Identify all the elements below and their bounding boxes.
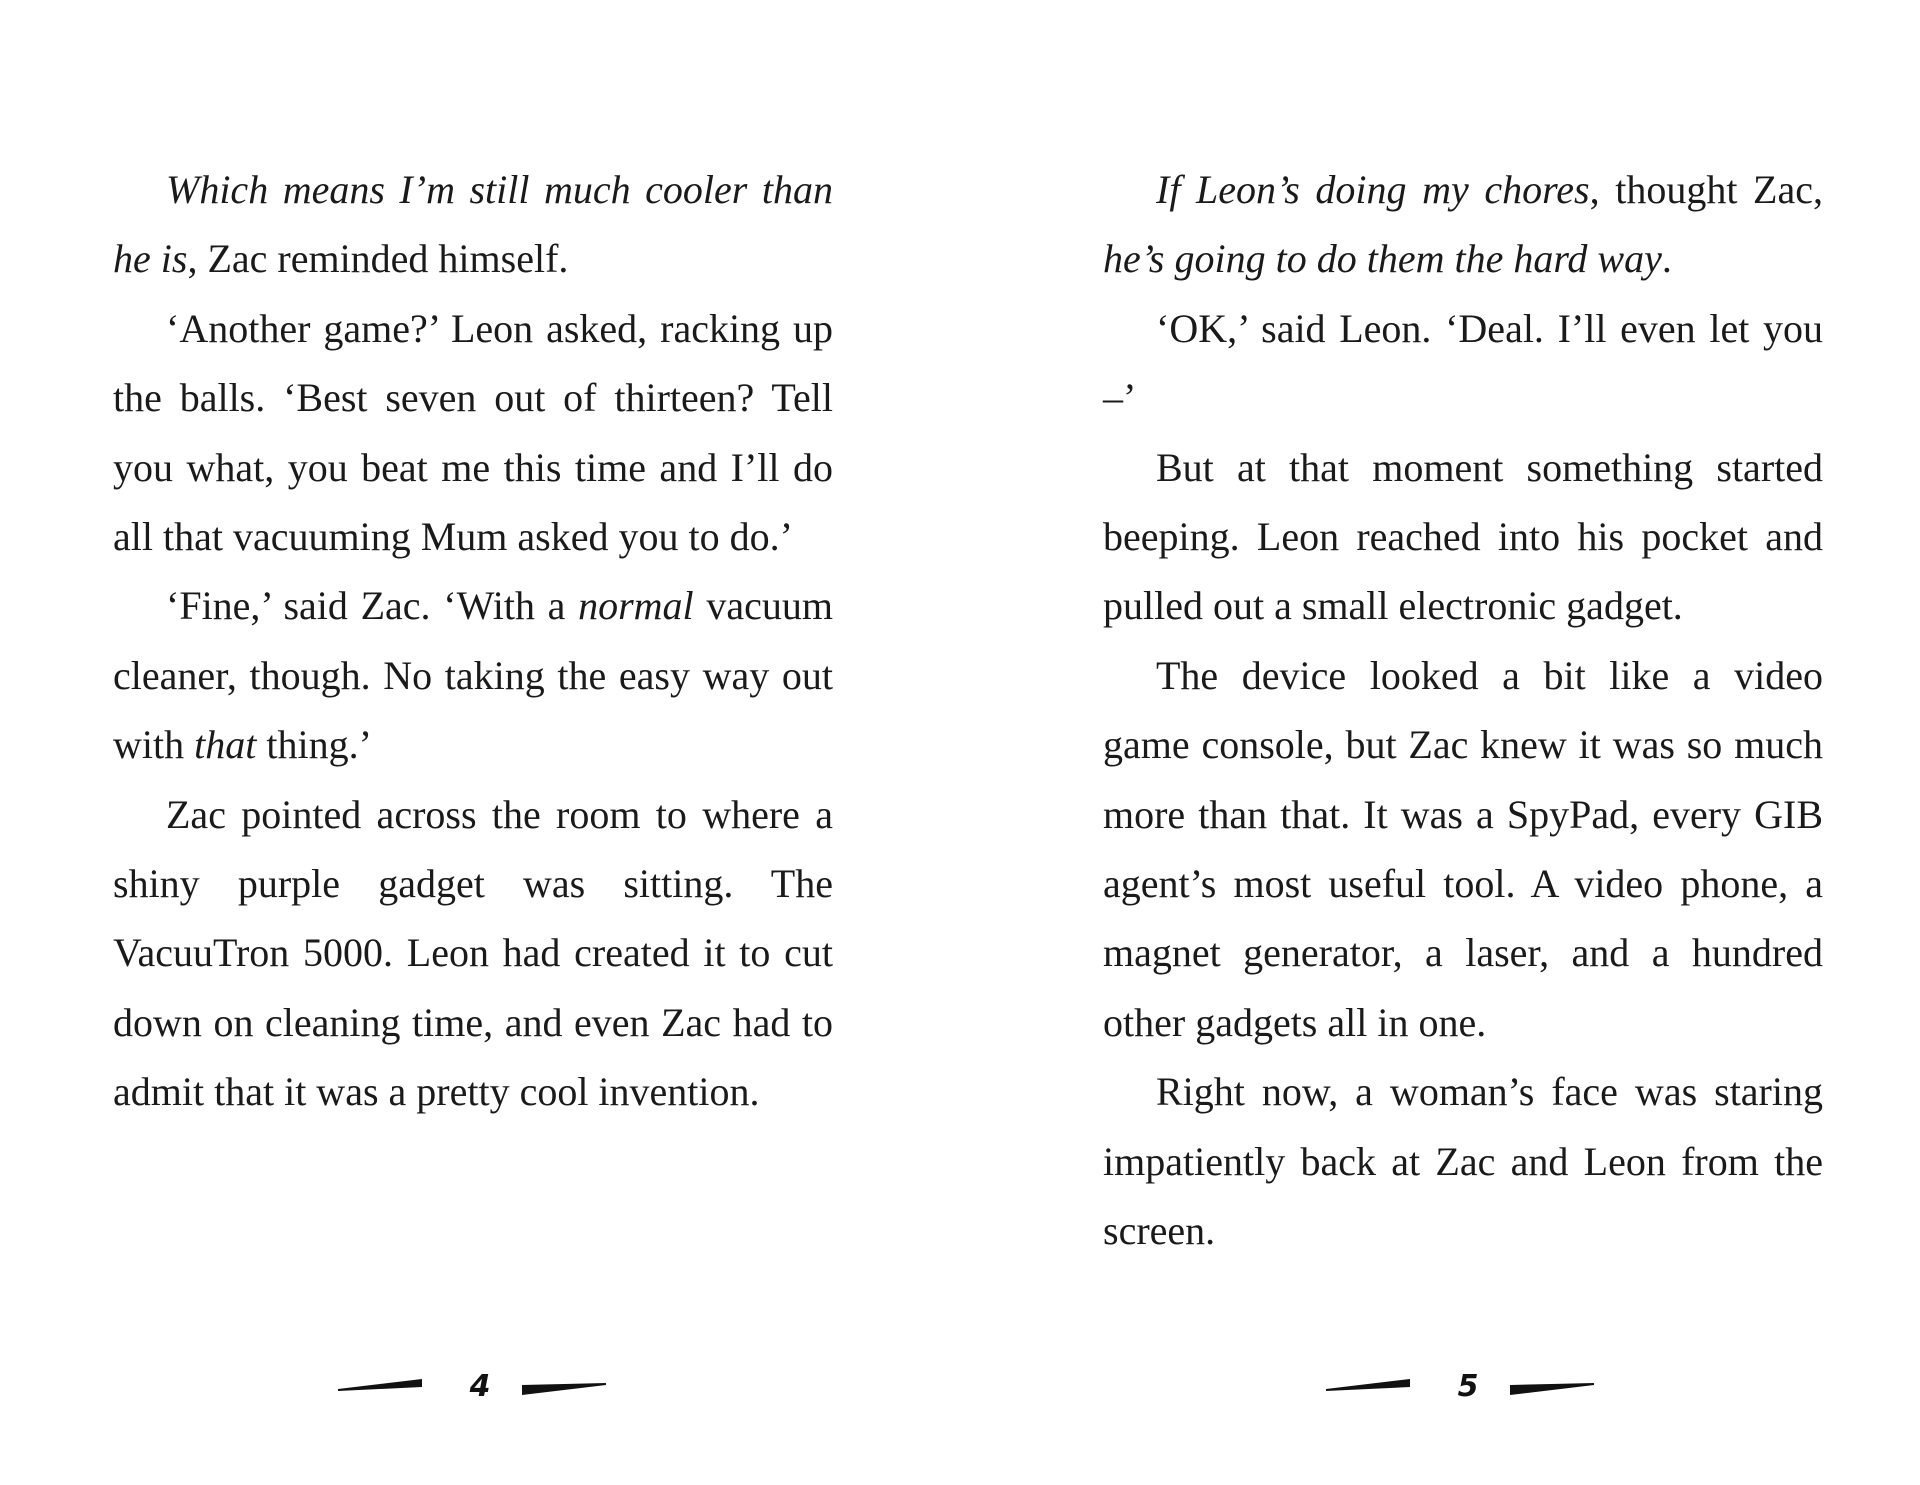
paragraph: But at that moment something started beeping. Leon reached into his pocket and pulled out a small electronic gadget. (1103, 444, 1823, 629)
left-page-text (113, 155, 833, 1127)
text-span: thing.’ (256, 722, 372, 768)
italic-text: normal (578, 583, 694, 629)
swoosh-right-icon (1510, 1377, 1594, 1397)
paragraph: ‘OK,’ said Leon. ‘Deal. I’ll even let you –’ (1103, 305, 1823, 421)
text-span: . (1661, 236, 1672, 282)
italic-text: that (194, 722, 257, 768)
paragraph (113, 155, 833, 294)
page-number-right (1318, 1367, 1618, 1407)
page-number: 5 (1457, 1369, 1479, 1404)
swoosh-left-icon (1326, 1377, 1410, 1397)
swoosh-left-icon (338, 1377, 422, 1397)
paragraph: Right now, a woman’s face was staring impatiently back at Zac and Leon from the screen. (1103, 1069, 1823, 1254)
text-span: vacuum cleaner, though. No taking the easy way out with (113, 583, 833, 768)
text-span: , Zac reminded himself. (187, 236, 569, 282)
italic-text: he’s going to do them the hard way (1103, 236, 1662, 282)
italic-text: If Leon’s doing my chores (1156, 167, 1590, 212)
paragraph: The device looked a bit like a video game console, but Zac knew it was so much more than that. It was a SpyPad, every GIB agent’s most useful tool. A video phone, a magnet generator, a laser, and a hundred other gadgets all in one. (1103, 652, 1823, 1045)
swoosh-right-icon (522, 1377, 606, 1397)
paragraph: ‘Another game?’ Leon asked, racking up the balls. ‘Best seven out of thirteen? Tell you what, you beat me this time and I’ll do all that vacuuming Mum asked you to do.’ (113, 305, 833, 560)
italic-text: Which means I’m still much cooler than he is (113, 167, 833, 282)
paragraph (1103, 155, 1823, 294)
page-number: 4 (469, 1369, 491, 1404)
text-span: ‘Fine,’ said Zac. ‘With a (166, 583, 579, 629)
text-span: , thought Zac, (1589, 167, 1823, 212)
paragraph (113, 571, 833, 779)
right-page-text (1103, 155, 1823, 1266)
paragraph: Zac pointed across the room to where a shiny purple gadget was sitting. The VacuuTron 5000. Leon had created it to cut down on cleaning time, and even Zac had to admit that it was a pretty cool invention. (113, 791, 833, 1115)
page-number-left (330, 1367, 630, 1407)
